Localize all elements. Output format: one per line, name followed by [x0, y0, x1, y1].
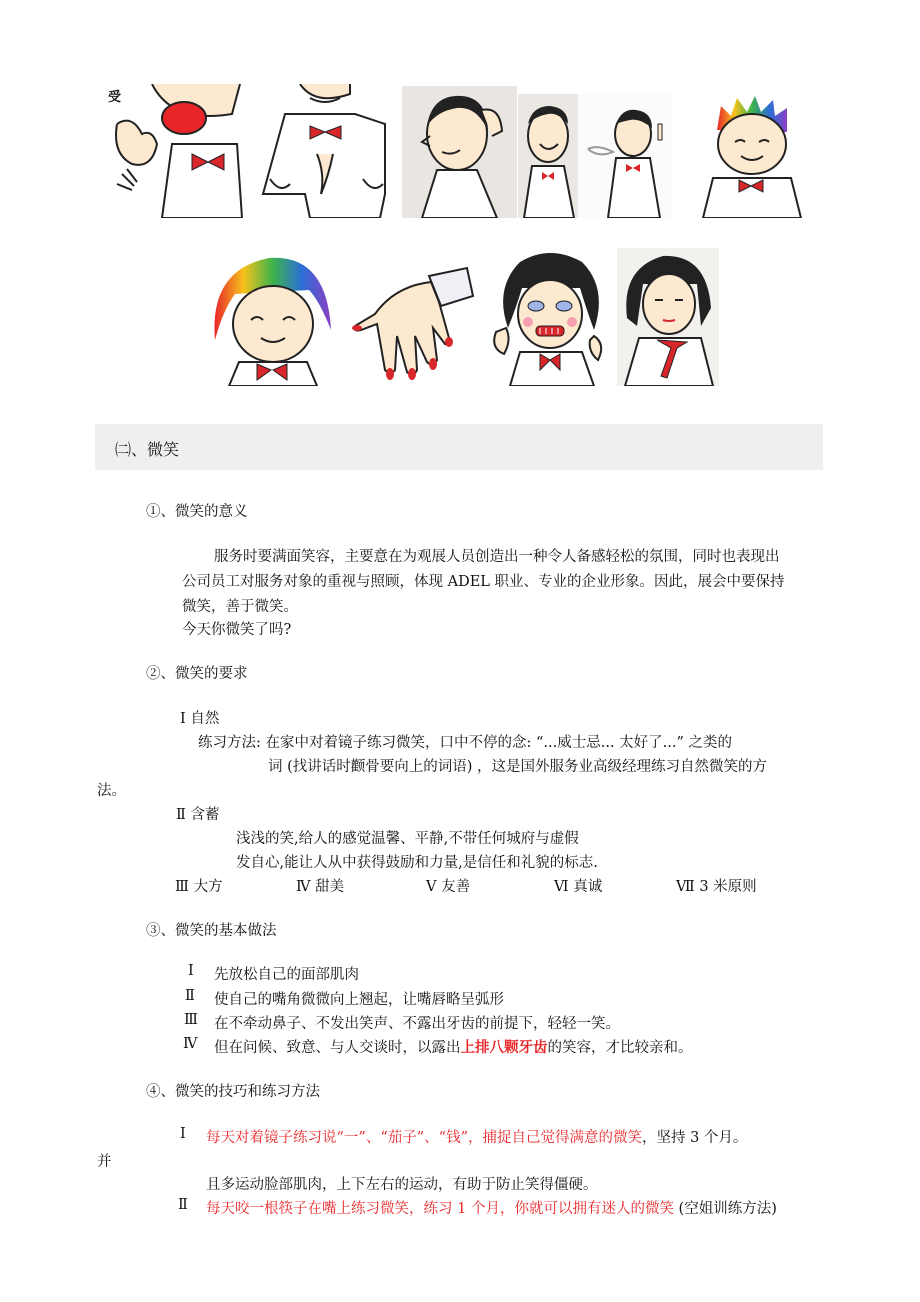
s3-step4-text-c: 的笑容，才比较亲和。: [547, 1040, 693, 1056]
s2-item-3m-rule: Ⅶ 3 米原则: [676, 879, 757, 895]
s3-step4-text-a: 但在问候、致意、与人交谈时，以露出: [214, 1040, 461, 1056]
s2-item-natural-line1: 练习方法: 在家中对着镜子练习微笑，口中不停的念: “...威士忌... 太好了...” 之类的: [198, 735, 733, 751]
illustration-heavy-makeup-woman: [490, 248, 610, 386]
s1-paragraph-line4: 今天你微笑了吗?: [182, 622, 292, 638]
section-title: ㈡、微笑: [115, 440, 180, 459]
s3-num4: Ⅳ: [183, 1036, 198, 1052]
s4-heading: ④、微笑的技巧和练习方法: [146, 1084, 320, 1100]
section-header: [95, 424, 823, 470]
s2-item-reserved-line2: 发自心,能让人从中获得鼓励和力量,是信任和礼貌的标志.: [236, 855, 598, 871]
s2-item-sincere: Ⅵ 真诚: [554, 879, 603, 895]
s3-step4-highlight: 上排八颗牙齿: [460, 1039, 548, 1056]
s2-item-reserved: Ⅱ 含蓄: [176, 807, 220, 823]
illustration-unbuttoned-shirt: [255, 84, 393, 218]
s2-item-natural-line2: 词 (找讲话时颧骨要向上的词语) ，这是国外服务业高级经理练习自然微笑的方: [268, 759, 768, 775]
s2-item-generous: Ⅲ 大方: [175, 879, 223, 895]
s4-tip1-rest: ，坚持 3 个月。: [641, 1130, 748, 1146]
s4-tip1-line2: 且多运动脸部肌肉，上下左右的运动，有助于防止笑得僵硬。: [206, 1177, 598, 1193]
s2-item-natural: Ⅰ 自然: [180, 711, 220, 727]
s4-num2: Ⅱ: [178, 1197, 188, 1213]
s1-paragraph-line1: 服务时要满面笑容，主要意在为观展人员创造出一种令人备感轻松的氛围，同时也表现出: [214, 549, 780, 565]
s3-step2: 使自己的嘴角微微向上翘起，让嘴唇略呈弧形: [214, 992, 504, 1008]
illustration-open-mouth: [112, 84, 247, 218]
s3-step4: [214, 1036, 693, 1057]
illustration-rainbow-hair-man: [695, 92, 810, 218]
s2-heading: ②、微笑的要求: [146, 666, 248, 682]
s4-tip2-highlight: 每天咬一根筷子在嘴上练习微笑，练习 1 个月，你就可以拥有迷人的微笑: [206, 1201, 674, 1217]
illustration-rainbow-hair-woman: [209, 250, 337, 386]
illustration-holding-nose: [518, 94, 673, 218]
s1-paragraph-line2: 公司员工对服务对象的重视与照顾，体现 ADEL 职业、专业的企业形象。因此，展会中要保持: [182, 574, 785, 590]
s2-item-sweet: Ⅳ 甜美: [296, 879, 345, 895]
s4-tip2-rest: (空姐训练方法): [673, 1201, 777, 1217]
s4-tip2: [206, 1197, 777, 1218]
s4-tip1-highlight: 每天对着镜子练习说“一”、“茄子”、“钱”，捕捉自己觉得满意的微笑: [206, 1130, 642, 1146]
illustration-red-nails-hand: [345, 266, 475, 386]
s3-num3: Ⅲ: [184, 1012, 198, 1028]
s3-num2: Ⅱ: [185, 988, 195, 1004]
edge-character: 受: [108, 90, 122, 105]
s3-step3: 在不牵动鼻子、不发出笑声、不露出牙齿的前提下，轻轻一笑。: [214, 1016, 620, 1032]
illustration-scratching-head: [402, 86, 517, 218]
s4-num1: Ⅰ: [180, 1126, 186, 1142]
s4-tip1: [206, 1126, 747, 1147]
s3-step1: 先放松自己的面部肌肉: [214, 967, 359, 983]
s3-heading: ③、微笑的基本做法: [146, 923, 277, 939]
s4-tip1-wrap: 并: [97, 1154, 112, 1170]
s2-item-friendly: Ⅴ 友善: [426, 879, 471, 895]
s2-item-natural-line3: 法。: [97, 783, 126, 799]
s1-heading: ①、微笑的意义: [146, 504, 248, 520]
illustration-woman-red-scarf: [617, 248, 719, 386]
s2-item-reserved-line1: 浅浅的笑,给人的感觉温馨、平静,不带任何城府与虚假: [236, 831, 579, 847]
s1-paragraph-line3: 微笑，善于微笑。: [182, 599, 298, 615]
s3-num1: Ⅰ: [188, 963, 194, 979]
